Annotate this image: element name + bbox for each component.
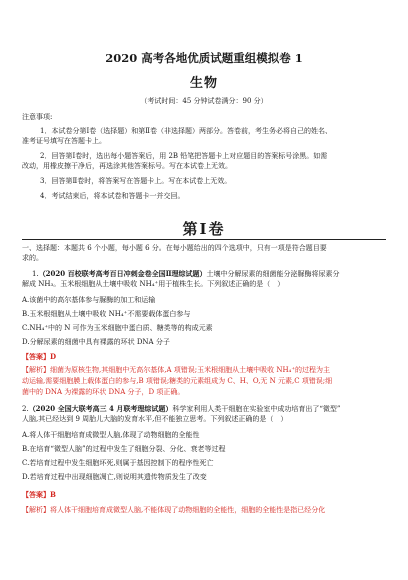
notice-item-1-line-1: 1．本试卷分第Ⅰ卷（选择题）和第Ⅱ卷（非选择题）两部分。答卷前，考生务必将自己的姓名、 (40, 127, 332, 135)
question-1-option-c: C.NH₄⁺中的 N 可作为玉米细胞中蛋白质、糖类等的构成元素 (22, 324, 213, 332)
question-1-analysis-line-1: 【解析】细菌为原核生物,其细胞中无高尔基体,A 项错误;玉米根细胞从土壤中吸收 NH₄⁺的过程为主 (22, 366, 331, 374)
instruction-line-2: 求的。 (22, 254, 43, 262)
question-number: 1. (32, 270, 39, 278)
exam-info: （考试时间：45 分钟试卷满分：90 分） (140, 97, 268, 105)
subject-title: 生物 (189, 76, 218, 91)
question-2-option-a: A.将人体干细胞培育成微型人脑,体现了动物细胞的全能性 (22, 431, 200, 439)
question-1-stem-line-2: 解成 NH₃。玉米根细胞从土壤中吸收 NH₄⁺用于植株生长。下列叙述正确的是（ ） (22, 280, 285, 288)
notice-item-2-line-1: 2．回答第Ⅰ卷时，选出每小题答案后，用 2B 铅笔把答题卡上对应题目的答案标号涂黑。如需 (40, 152, 328, 160)
section-divider (22, 239, 386, 240)
question-number: 2. (22, 405, 29, 413)
notice-item-4: 4．考试结束后，将本试卷和答题卡一并交回。 (40, 192, 185, 200)
instruction-line-1: 一、选择题：本题共 6 个小题，每小题 6 分。在每小题给出的四个选项中，只有一项是符合题目要 (22, 244, 327, 252)
notice-item-1-line-2: 准考证号填写在答题卡上。 (22, 137, 106, 145)
notice-heading: 注意事项: (22, 113, 53, 121)
question-1-option-b: B.玉米根细胞从土壤中吸收 NH₄⁺不需要载体蛋白参与 (22, 310, 191, 318)
question-1-analysis-line-2: 动运输,需要细胞膜上载体蛋白的参与,B 项错误;糖类的元素组成为 C、H、O,无 N 元素,C 项错误;细 (22, 377, 333, 385)
exam-title: 2020 高考各地优质试题重组模拟卷 1 (105, 51, 303, 65)
question-stem: 土壤中分解尿素的细菌能分泌脲酶将尿素分 (206, 270, 340, 278)
question-1-analysis-line-3: 菌中的 DNA 为裸露的环状 DNA 分子，D 项正确。 (22, 388, 185, 396)
question-1-option-d: D.分解尿素的细菌中具有裸露的环状 DNA 分子 (22, 338, 170, 346)
question-2-option-d: D.若培育过程中出现细胞凋亡,则说明其遗传物质发生了改变 (22, 473, 207, 481)
question-2-answer: 【答案】B (22, 490, 56, 499)
question-2-option-b: B.在培育“微型人脑”的过程中发生了细胞分裂、分化、衰老等过程 (22, 445, 226, 453)
question-1-stem-line-1 (32, 269, 402, 279)
question-2-stem-line-1 (22, 404, 392, 414)
question-2-option-c: C.若培育过程中发生细胞坏死,则属于基因控制下的程序性死亡 (22, 459, 214, 467)
question-1-answer: 【答案】D (22, 352, 57, 361)
notice-item-3: 3．回答第Ⅱ卷时，将答案写在答题卡上。写在本试卷上无效。 (40, 177, 232, 185)
question-2-analysis-line-1: 【解析】将人体干细胞培育成微型人脑,不能体现了动物细胞的全能性，细胞的全能性是指已经分化 (22, 506, 326, 514)
notice-item-2-line-2: 改动，用橡皮擦干净后，再选涂其他答案标号。写在本试卷上无效。 (22, 162, 232, 170)
question-stem: 科学家利用人类干细胞在实验室中成功培育出了“微型” (172, 405, 341, 413)
section-title: 第Ⅰ卷 (182, 220, 226, 238)
question-source: （2020 全国大联考高三 4 月联考理综试题） (28, 404, 173, 413)
question-source: （2020 百校联考高考百日冲刺金卷全国Ⅱ理综试题） (38, 269, 207, 278)
question-1-option-a: A.该菌中的高尔基体参与脲酶的加工和运输 (22, 296, 156, 304)
question-2-stem-line-2: 人脑,其已经达到 9 周胎儿大脑的发育水平,但不能独立思考。下列叙述正确的是（ ） (22, 415, 288, 423)
